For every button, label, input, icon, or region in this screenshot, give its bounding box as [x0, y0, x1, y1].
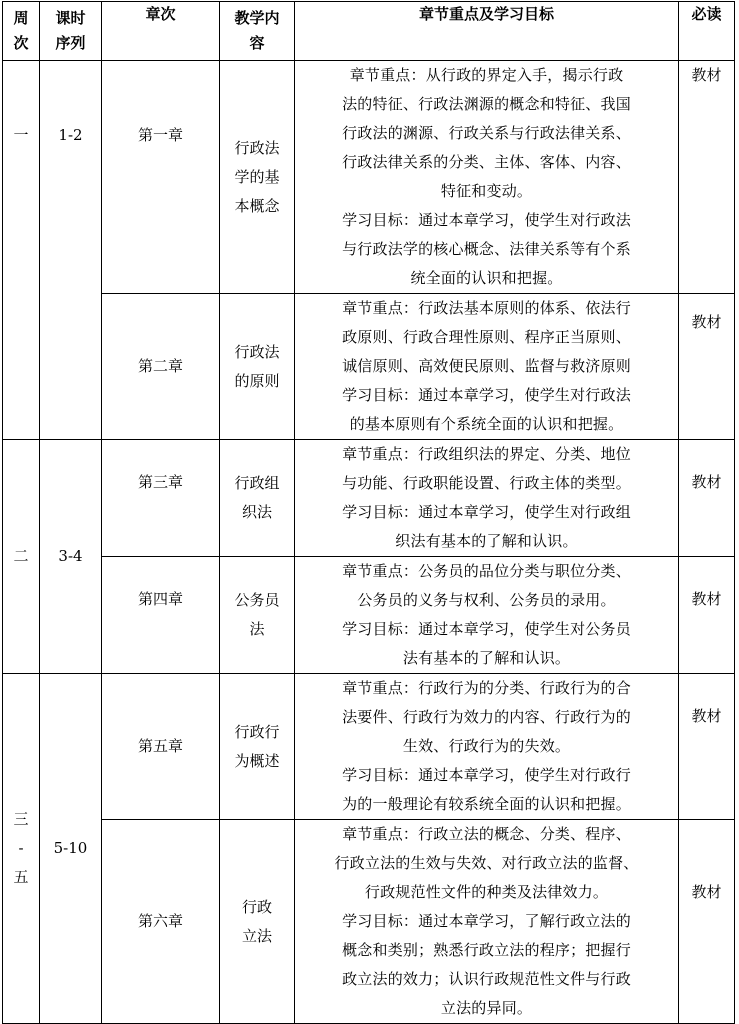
chapter-cell: 第一章: [102, 61, 220, 294]
syllabus-table: [2, 1, 735, 1024]
reading-cell: 教材: [679, 820, 735, 1024]
header-reading: 必读: [679, 2, 735, 61]
header-week: 周 次: [3, 2, 40, 61]
goal-cell: 章节重点：从行政的界定入手，揭示行政 法的特征、行政法渊源的概念和特征、我国 行政法的渊源、行政关系与行政法律关系、 行政法律关系的分类、主体、客体、内容、 特征和变动。 学习目标：通过本章学习，使学生对行政法 与行政法学的核心概念、法律关系等有个系 统全面的认识和把握。: [295, 61, 679, 294]
hours-cell: 3-4: [40, 440, 102, 674]
reading-cell: 教材: [679, 440, 735, 557]
content-cell: 行政法 的原则: [220, 294, 295, 440]
header-row: [3, 2, 735, 61]
content-cell: 行政法 学的基 本概念: [220, 61, 295, 294]
goal-cell: 章节重点：行政组织法的界定、分类、地位 与功能、行政职能设置、行政主体的类型。 学习目标：通过本章学习，使学生对行政组 织法有基本的了解和认识。: [295, 440, 679, 557]
header-hours: 课时 序列: [40, 2, 102, 61]
content-cell: 行政 立法: [220, 820, 295, 1024]
chapter-cell: 第六章: [102, 820, 220, 1024]
table-row: [3, 294, 735, 440]
reading-cell: 教材: [679, 61, 735, 294]
header-chapter: 章次: [102, 2, 220, 61]
header-goals: 章节重点及学习目标: [295, 2, 679, 61]
table-row: [3, 61, 735, 294]
table-row: [3, 440, 735, 557]
chapter-cell: 第四章: [102, 557, 220, 674]
content-cell: 公务员 法: [220, 557, 295, 674]
chapter-cell: 第二章: [102, 294, 220, 440]
chapter-cell: 第五章: [102, 674, 220, 820]
chapter-cell: 第三章: [102, 440, 220, 557]
reading-cell: 教材: [679, 557, 735, 674]
header-content: 教学内 容: [220, 2, 295, 61]
hours-cell: 5-10: [40, 674, 102, 1024]
table-row: [3, 820, 735, 1024]
content-cell: 行政行 为概述: [220, 674, 295, 820]
goal-cell: 章节重点：行政立法的概念、分类、程序、 行政立法的生效与失效、对行政立法的监督、 行政规范性文件的种类及法律效力。 学习目标：通过本章学习，了解行政立法的 概念和类别；熟悉行政立法的程序；把握行 政立法的效力；认识行政规范性文件与行政 立法的异同。: [295, 820, 679, 1024]
week-cell: 三 - 五: [3, 674, 40, 1024]
reading-cell: 教材: [679, 294, 735, 440]
table-row: [3, 557, 735, 674]
goal-cell: 章节重点：行政法基本原则的体系、依法行 政原则、行政合理性原则、程序正当原则、 诚信原则、高效便民原则、监督与救济原则 学习目标：通过本章学习，使学生对行政法 的基本原则有个系统全面的认识和把握。: [295, 294, 679, 440]
content-cell: 行政组 织法: [220, 440, 295, 557]
week-cell: 一: [3, 61, 40, 440]
table-row: [3, 674, 735, 820]
goal-cell: 章节重点：公务员的品位分类与职位分类、 公务员的义务与权利、公务员的录用。 学习目标：通过本章学习，使学生对公务员 法有基本的了解和认识。: [295, 557, 679, 674]
goal-cell: 章节重点：行政行为的分类、行政行为的合 法要件、行政行为效力的内容、行政行为的 生效、行政行为的失效。 学习目标：通过本章学习，使学生对行政行 为的一般理论有较系统全面的认识和把握。: [295, 674, 679, 820]
week-cell: 二: [3, 440, 40, 674]
hours-cell: 1-2: [40, 61, 102, 440]
reading-cell: 教材: [679, 674, 735, 820]
